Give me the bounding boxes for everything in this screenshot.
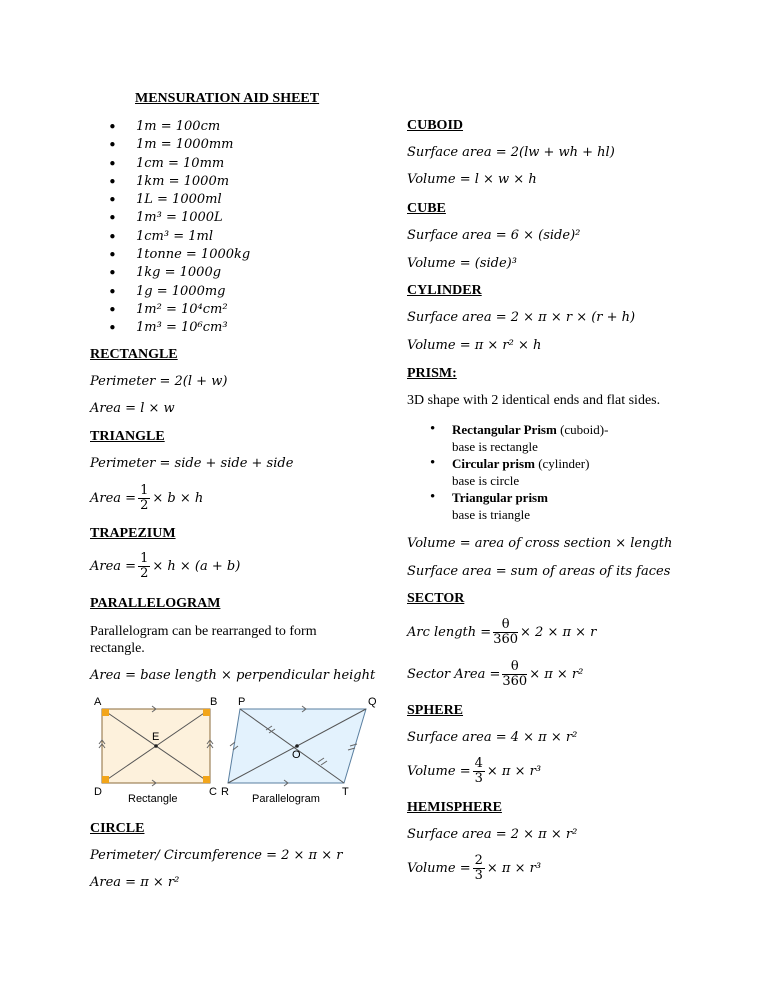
sphere-heading: SPHERE [407, 703, 464, 718]
sphere-volume-formula [407, 757, 541, 786]
prism-surface-formula: Surface area = sum of areas of its faces [407, 564, 671, 579]
vertex-label: A [94, 696, 102, 708]
fraction-numerator: 1 [140, 551, 149, 566]
list-item: • 1m = 100cm [108, 118, 250, 136]
fraction-denominator: 3 [474, 868, 483, 883]
figure-caption: Parallelogram [252, 793, 320, 805]
prism-type-name: Circular prism [452, 456, 535, 471]
fraction [502, 660, 527, 689]
formula-lhs: Volume = [407, 764, 471, 779]
trapezium-heading: TRAPEZIUM [90, 526, 176, 541]
list-item [430, 489, 608, 523]
rectangle-heading: RECTANGLE [90, 347, 178, 362]
cuboid-volume-formula: Volume = l × w × h [407, 172, 537, 187]
prism-type-name: Rectangular Prism [452, 422, 557, 437]
hemisphere-surface-formula: Surface area = 2 × π × r² [407, 827, 578, 842]
fraction-numerator: 2 [474, 853, 483, 868]
list-item: • 1cm = 10mm [108, 155, 250, 173]
page-title: MENSURATION AID SHEET [135, 91, 320, 106]
prism-type-note: (cuboid)- [556, 422, 609, 437]
prism-text: 3D shape with 2 identical ends and flat sides. [407, 393, 661, 408]
cube-surface-formula: Surface area = 6 × (side)² [407, 228, 581, 243]
formula-rhs: × π × r³ [486, 764, 542, 779]
list-item [430, 455, 608, 489]
fraction [473, 854, 485, 883]
prism-type-name: Triangular prism [452, 490, 548, 505]
formula-lhs: Arc length = [407, 625, 492, 640]
sphere-surface-formula: Surface area = 4 × π × r² [407, 730, 578, 745]
figure-caption: Rectangle [128, 793, 178, 805]
circle-perimeter-formula: Perimeter/ Circumference = 2 × π × r [90, 848, 343, 863]
cuboid-surface-formula: Surface area = 2(lw + wh + hl) [407, 145, 615, 160]
list-item: • 1cm³ = 1ml [108, 228, 250, 246]
formula-lhs: Sector Area = [407, 667, 501, 682]
prism-type-list [430, 421, 608, 523]
right-angle-marker [102, 709, 109, 716]
vertex-label: E [152, 731, 160, 743]
cube-heading: CUBE [407, 201, 446, 216]
fraction-denominator: 360 [502, 674, 528, 689]
fraction-denominator: 360 [493, 632, 519, 647]
cylinder-surface-formula: Surface area = 2 × π × r × (r + h) [407, 310, 636, 325]
circle-area-formula: Area = π × r² [90, 875, 180, 890]
vertex-label: C [209, 786, 217, 798]
list-item: • 1L = 1000ml [108, 191, 250, 209]
sector-area-formula [407, 660, 583, 689]
prism-type-base: base is triangle [452, 507, 530, 522]
list-item: • 1m³ = 1000L [108, 209, 250, 227]
hemisphere-heading: HEMISPHERE [407, 800, 502, 815]
cuboid-heading: CUBOID [407, 118, 464, 133]
cube-volume-formula: Volume = (side)³ [407, 256, 517, 271]
right-angle-marker [203, 709, 210, 716]
triangle-perimeter-formula: Perimeter = side + side + side [90, 456, 294, 471]
vertex-label: Q [368, 696, 377, 708]
fraction [473, 757, 485, 786]
prism-type-base: base is circle [452, 473, 520, 488]
list-item [430, 421, 608, 455]
formula-rhs: × b × h [152, 491, 204, 506]
fraction-denominator: 3 [474, 771, 483, 786]
parallelogram-heading: PARALLELOGRAM [90, 596, 221, 611]
sector-arc-length-formula [407, 618, 596, 647]
triangle-area-formula [90, 484, 203, 513]
formula-lhs: Area = [90, 559, 137, 574]
list-item: • 1tonne = 1000kg [108, 246, 250, 264]
list-item: • 1g = 1000mg [108, 283, 250, 301]
prism-heading: PRISM: [407, 366, 457, 381]
vertex-label: T [342, 786, 349, 798]
prism-volume-formula: Volume = area of cross section × length [407, 536, 673, 551]
list-item: • 1m = 1000mm [108, 136, 250, 154]
vertex-label: O [292, 749, 301, 761]
fraction [493, 618, 518, 647]
parallelogram-center-point [295, 744, 299, 748]
formula-lhs: Area = [90, 491, 137, 506]
list-item: • 1m³ = 10⁶cm³ [108, 319, 250, 337]
prism-type-note: (cylinder) [534, 456, 590, 471]
fraction-denominator: 2 [140, 566, 149, 581]
sector-heading: SECTOR [407, 591, 465, 606]
parallelogram-text: Parallelogram can be rearranged to form rectangle. [90, 624, 317, 656]
formula-rhs: × h × (a + b) [152, 559, 241, 574]
unit-conversion-list [108, 118, 250, 338]
list-item: • 1m² = 10⁴cm² [108, 301, 250, 319]
rectangle-parallelogram-figure [88, 694, 388, 806]
vertex-label: P [238, 696, 246, 708]
trapezium-area-formula [90, 552, 240, 581]
fraction [138, 552, 150, 581]
formula-rhs: × 2 × π × r [520, 625, 597, 640]
hemisphere-volume-formula [407, 854, 541, 883]
vertex-label: R [221, 786, 229, 798]
rectangle-area-formula: Area = l × w [90, 401, 175, 416]
list-item: • 1kg = 1000g [108, 264, 250, 282]
triangle-heading: TRIANGLE [90, 429, 165, 444]
parallelogram-area-formula: Area = base length × perpendicular height [90, 668, 376, 683]
fraction-numerator: 4 [474, 756, 483, 771]
right-angle-marker [102, 776, 109, 783]
formula-rhs: × π × r³ [486, 861, 542, 876]
fraction [138, 484, 150, 513]
circle-heading: CIRCLE [90, 821, 145, 836]
rectangle-center-point [154, 744, 158, 748]
list-item: • 1km = 1000m [108, 173, 250, 191]
rectangle-perimeter-formula: Perimeter = 2(l + w) [90, 374, 228, 389]
right-angle-marker [203, 776, 210, 783]
formula-lhs: Volume = [407, 861, 471, 876]
vertex-label: D [94, 786, 102, 798]
cylinder-volume-formula: Volume = π × r² × h [407, 338, 542, 353]
prism-type-base: base is rectangle [452, 439, 538, 454]
fraction-numerator: θ [502, 660, 527, 675]
fraction-numerator: θ [493, 618, 518, 633]
fraction-denominator: 2 [140, 498, 149, 513]
formula-rhs: × π × r² [529, 667, 584, 682]
cylinder-heading: CYLINDER [407, 283, 482, 298]
fraction-numerator: 1 [140, 483, 149, 498]
vertex-label: B [210, 696, 218, 708]
